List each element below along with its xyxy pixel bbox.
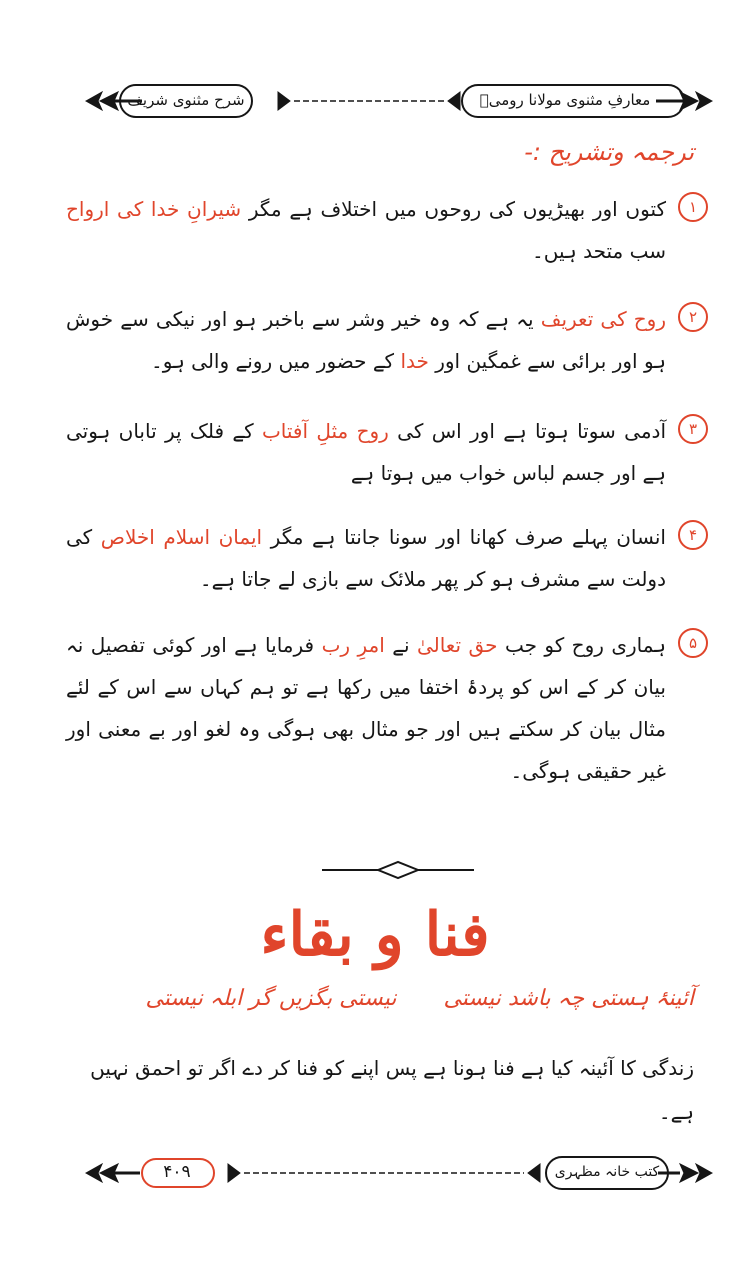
- paragraph-text: کی دولت سے مشرف ہو کر پھر ملائک سے بازی لے جاتا ہے۔: [66, 525, 666, 591]
- section-divider: [318, 858, 478, 882]
- paragraph-text: ہماری روح کو جب: [497, 633, 667, 657]
- paragraph-text: یہ ہے کہ وہ خیر وشر سے باخبر ہو اور نیکی سے خوش ہو اور برائی سے غمگین اور: [66, 307, 666, 373]
- paragraph-text: فرمایا ہے اور کوئی تفصیل نہ بیان کر کے اس کو پردۂ اختفا میں رکھا ہے تو ہم کہاں سے اس کے لئے مثال بیان کر سکتے ہیں اور جو مثال بھی ہوگی وہ لغو اور بے معنی اور غیر حقیقی ہوگی۔: [66, 633, 666, 783]
- section-subheading: ترجمہ وتشریح :-: [524, 138, 694, 166]
- item-paragraph: [66, 410, 666, 494]
- persian-verse: [54, 986, 694, 1011]
- paragraph-text: انسان پہلے صرف کھانا اور سونا جانتا ہے مگر: [262, 525, 666, 549]
- item-number: ۳: [678, 414, 708, 444]
- item-number: ۴: [678, 520, 708, 550]
- item-paragraph: [66, 624, 666, 792]
- item-number: ۲: [678, 302, 708, 332]
- paragraph-text: کتوں اور بھیڑیوں کی روحوں میں اختلاف ہے مگر: [241, 197, 667, 221]
- paragraph-text: نے: [384, 633, 417, 657]
- highlight-text: روح مثلِ آفتاب: [261, 419, 389, 443]
- item-paragraph: [66, 188, 666, 272]
- highlight-text: امرِ رب: [321, 633, 385, 657]
- paragraph-text: سب متحد ہیں۔: [532, 239, 666, 263]
- paragraph-text: کے حضور میں رونے والی ہو۔: [151, 349, 401, 373]
- section-title: فنا و بقاء: [260, 900, 490, 970]
- item-paragraph: [66, 516, 666, 600]
- page-header: [84, 78, 714, 124]
- header-book-title: شرح مثنوی شریف: [127, 91, 245, 109]
- header-series-title: معارفِ مثنوی مولانا رومیؒ: [479, 91, 651, 109]
- item-paragraph: [66, 298, 666, 382]
- verse-translation: زندگی کا آئینہ کیا ہے فنا ہونا ہے پس اپنے کو فنا کر دے اگر تو احمق نہیں ہے۔: [90, 1056, 694, 1124]
- paragraph-text: کے فلک پر تاباں ہوتی ہے اور جسم لباس خواب میں ہوتا ہے: [66, 419, 666, 485]
- verse-hemistich-1: آئینۂ ہستی چہ باشد نیستی: [443, 986, 694, 1011]
- page-footer: [84, 1150, 714, 1196]
- highlight-text: روح کی تعریف: [540, 307, 666, 331]
- highlight-text: شیرانِ خدا کی ارواح: [66, 197, 242, 221]
- item-number: ۵: [678, 628, 708, 658]
- highlight-text: خدا: [400, 349, 429, 373]
- paragraph-text: آدمی سوتا ہوتا ہے اور اس کی: [388, 419, 666, 443]
- page-number: ۴۰۹: [163, 1162, 191, 1182]
- highlight-text: حق تعالیٰ: [416, 633, 498, 657]
- verse-hemistich-2: نیستی بگزیں گر ابلہ نیستی: [145, 986, 397, 1011]
- item-number: ۱: [678, 192, 708, 222]
- publisher-name: کتب خانہ مظہری: [554, 1164, 660, 1180]
- highlight-text: ایمان اسلام اخلاص: [100, 525, 263, 549]
